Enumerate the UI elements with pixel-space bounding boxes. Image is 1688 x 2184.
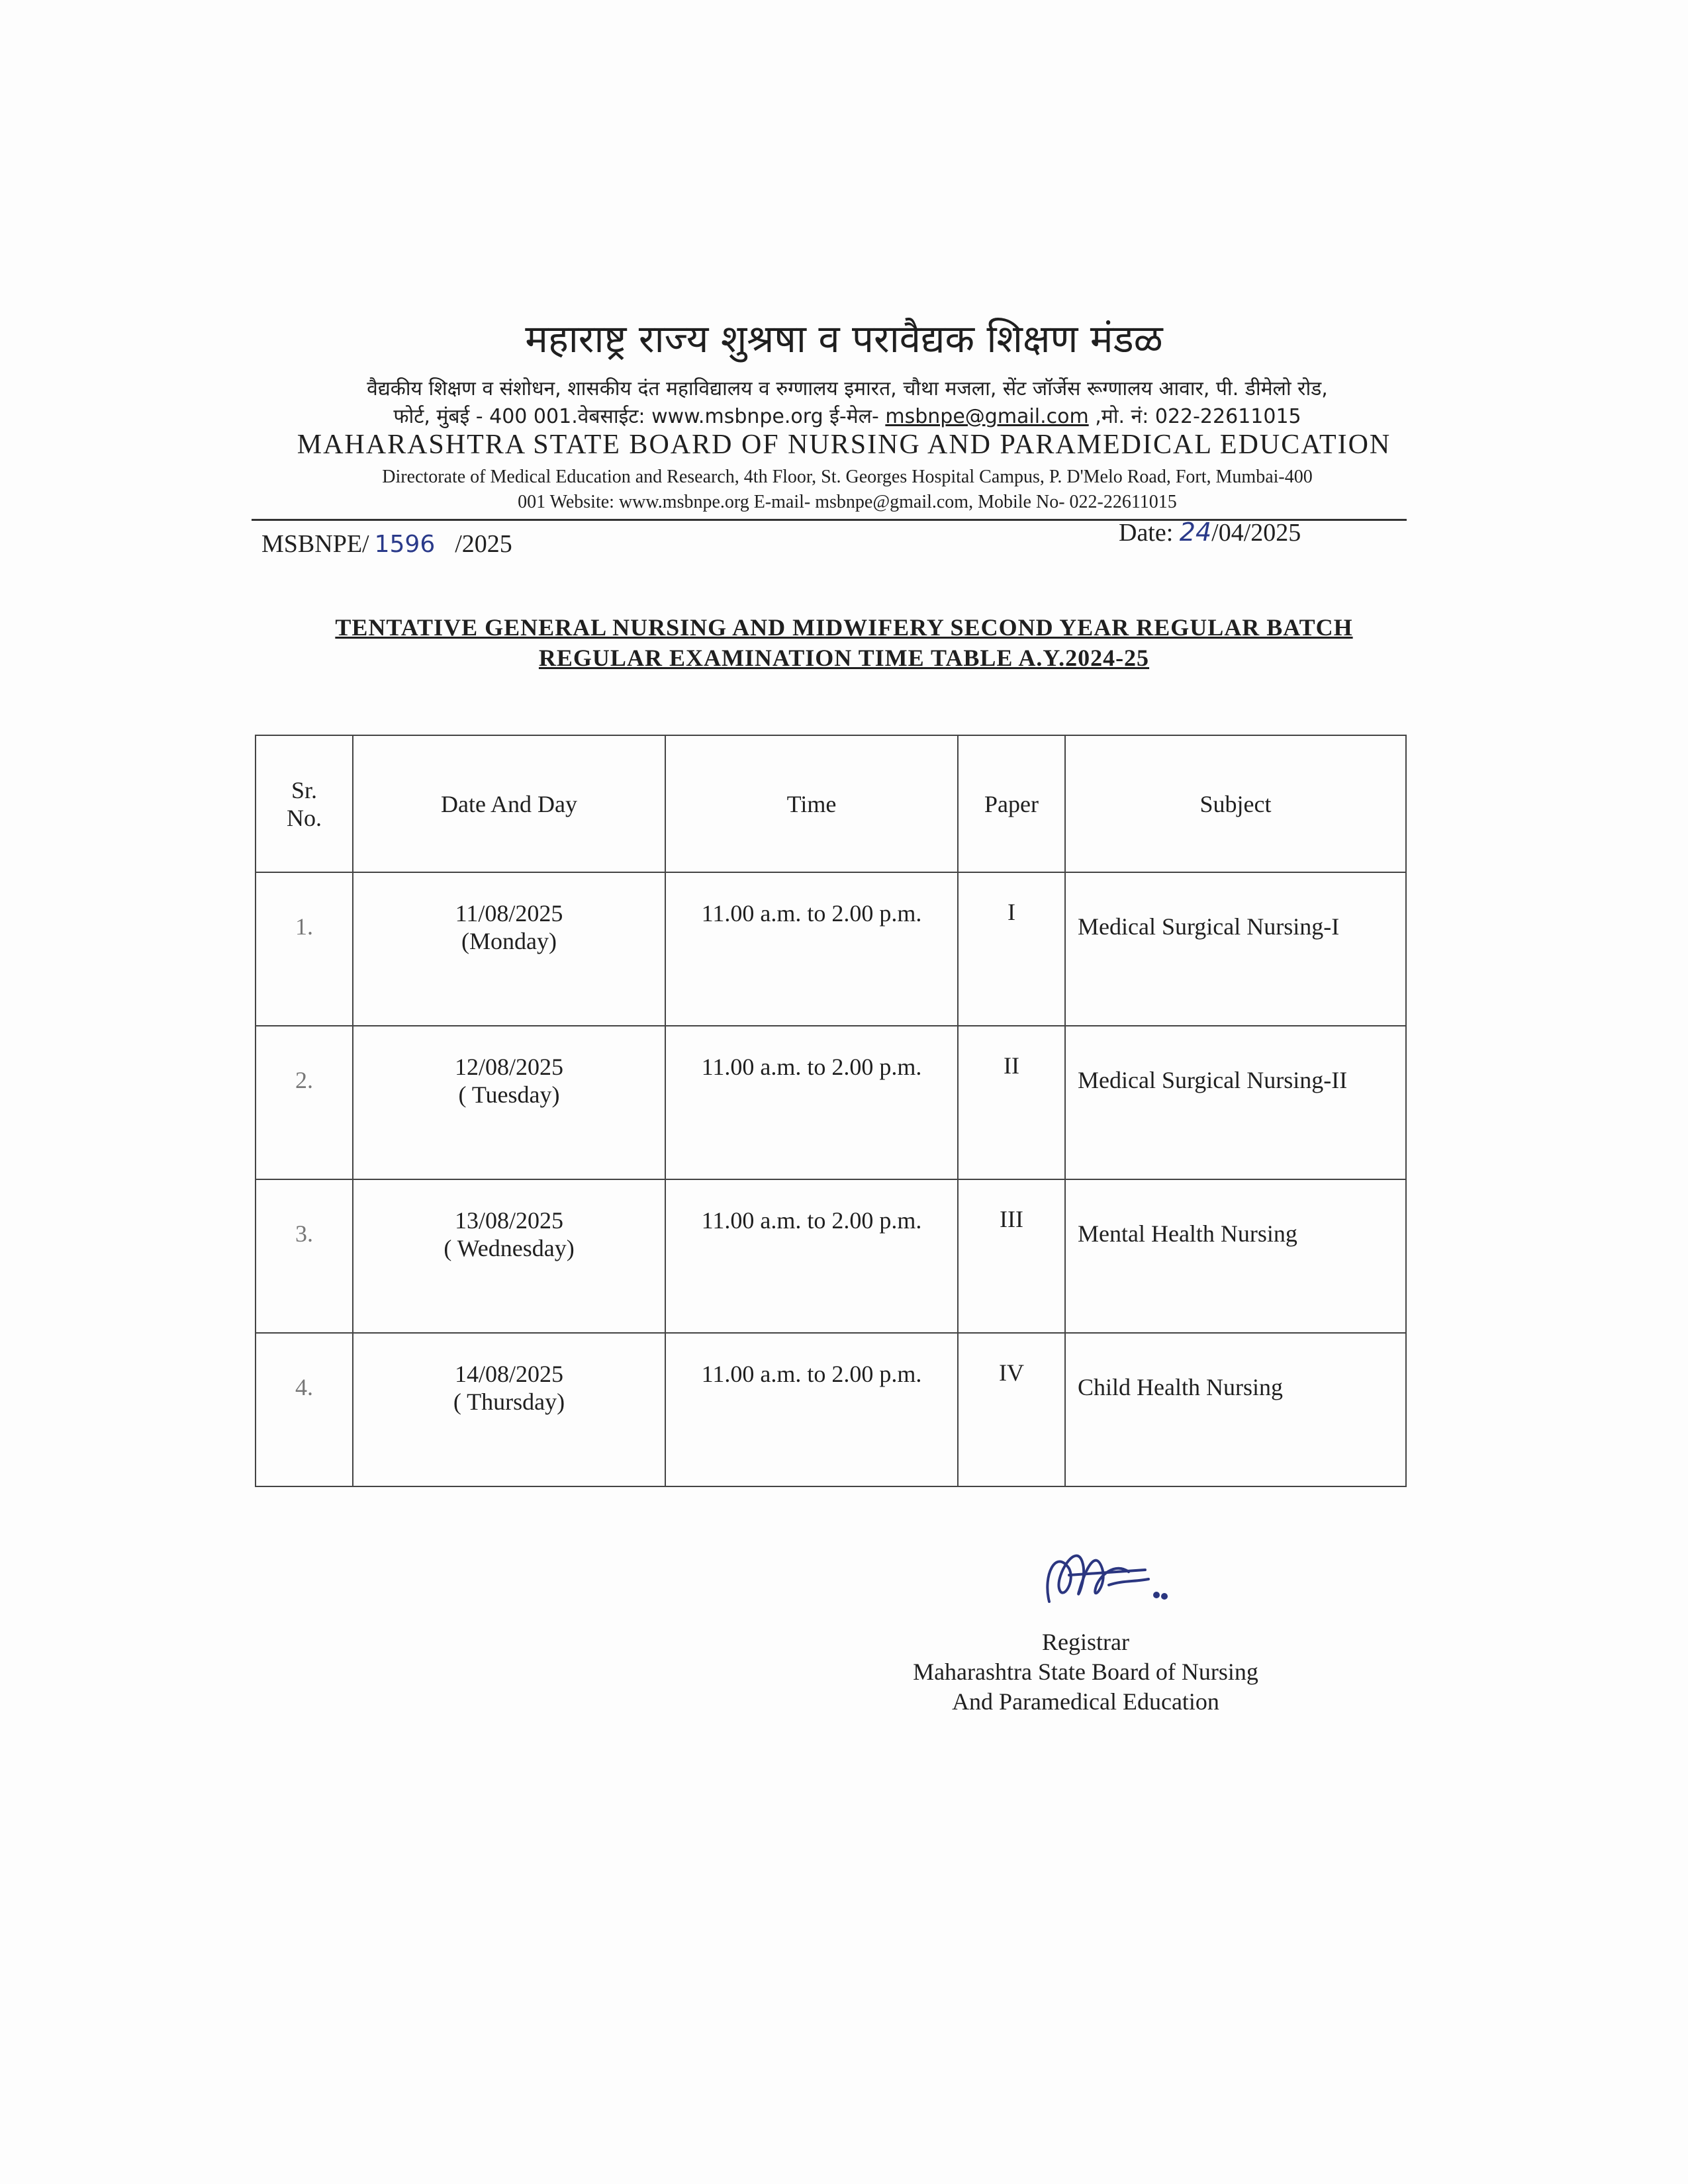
cell-date — [353, 1179, 665, 1333]
timetable-title-line2: REGULAR EXAMINATION TIME TABLE A.Y.2024-25 — [538, 645, 1150, 671]
cell-day-value: ( Wednesday) — [444, 1235, 575, 1261]
cell-date-value: 14/08/2025 — [454, 1361, 563, 1387]
header-sr-no — [256, 735, 353, 872]
registrar-signature — [1029, 1522, 1175, 1628]
date-rest: /04/2025 — [1211, 519, 1301, 547]
cell-date-value: 11/08/2025 — [455, 900, 563, 927]
marathi-address-line1: वैद्यकीय शिक्षण व संशोधन, शासकीय दंत महाविद्यालय व रुग्णालय इमारत, चौथा मजला, सेंट जॉर्जेस रूग्णालय आवार, पी. डीमेलो रोड, — [367, 377, 1328, 400]
cell-time: 11.00 a.m. to 2.00 p.m. — [665, 1179, 958, 1333]
header-sr-line1: Sr. — [291, 776, 318, 803]
cell-date-value: 12/08/2025 — [454, 1054, 563, 1080]
table-row — [256, 1026, 1406, 1179]
letter-date — [1119, 518, 1301, 547]
marathi-address-part2: ,मो. नं: 022-22611015 — [1088, 405, 1301, 428]
cell-time: 11.00 a.m. to 2.00 p.m. — [665, 1026, 958, 1179]
cell-date — [353, 1026, 665, 1179]
cell-subject: Mental Health Nursing — [1065, 1179, 1406, 1333]
table-header-row — [256, 735, 1406, 872]
registrar-designation: Registrar — [1042, 1629, 1129, 1655]
cell-day-value: ( Thursday) — [453, 1388, 565, 1415]
cell-paper: II — [958, 1026, 1065, 1179]
date-label: Date: — [1119, 519, 1180, 547]
registrar-org-line1: Maharashtra State Board of Nursing — [913, 1659, 1258, 1685]
table-row — [256, 872, 1406, 1026]
cell-sr: 2. — [256, 1026, 353, 1179]
table-row — [256, 1179, 1406, 1333]
cell-subject: Medical Surgical Nursing-II — [1065, 1026, 1406, 1179]
english-board-title: MAHARASHTRA STATE BOARD OF NURSING AND PARAMEDICAL EDUCATION — [297, 430, 1391, 460]
cell-subject: Child Health Nursing — [1065, 1333, 1406, 1486]
marathi-address-part1: फोर्ट, मुंबई - 400 001.वेबसाईट: www.msbnpe.org ई-मेल- — [393, 405, 886, 428]
cell-paper: III — [958, 1179, 1065, 1333]
reference-prefix: MSBNPE/ — [261, 530, 369, 558]
cell-day-value: ( Tuesday) — [458, 1081, 560, 1108]
cell-sr: 1. — [256, 872, 353, 1026]
cell-day-value: (Monday) — [461, 928, 557, 954]
english-address-line1: Directorate of Medical Education and Research, 4th Floor, St. Georges Hospital Campus, P. D'Melo Road, Fort, Mumbai-400 — [382, 467, 1313, 487]
table-row — [256, 1333, 1406, 1486]
registrar-org-line2: And Paramedical Education — [952, 1688, 1219, 1715]
cell-sr: 3. — [256, 1179, 353, 1333]
marathi-board-title: महाराष्ट्र राज्य शुश्रषा व परावैद्यक शिक्षण मंडळ — [525, 316, 1163, 361]
cell-date — [353, 872, 665, 1026]
timetable-title-line1: TENTATIVE GENERAL NURSING AND MIDWIFERY SECOND YEAR REGULAR BATCH — [335, 614, 1353, 641]
header-subject: Subject — [1065, 735, 1406, 872]
header-date: Date And Day — [353, 735, 665, 872]
reference-handwritten-number: 1596 — [374, 531, 436, 558]
marathi-email-link: msbnpe@gmail.com — [885, 405, 1089, 428]
cell-date-value: 13/08/2025 — [454, 1207, 563, 1234]
english-address-line2: 001 Website: www.msbnpe.org E-mail- msbnpe@gmail.com, Mobile No- 022-22611015 — [518, 492, 1177, 512]
date-handwritten-day: 24 — [1179, 518, 1212, 547]
reference-number — [261, 529, 512, 559]
header-sr-line2: No. — [287, 804, 322, 831]
exam-timetable — [255, 735, 1407, 1487]
cell-sr: 4. — [256, 1333, 353, 1486]
marathi-address-line2 — [252, 402, 1443, 429]
cell-subject: Medical Surgical Nursing-I — [1065, 872, 1406, 1026]
cell-date — [353, 1333, 665, 1486]
reference-suffix: /2025 — [455, 530, 512, 558]
header-time: Time — [665, 735, 958, 872]
cell-paper: IV — [958, 1333, 1065, 1486]
cell-time: 11.00 a.m. to 2.00 p.m. — [665, 1333, 958, 1486]
cell-paper: I — [958, 872, 1065, 1026]
header-paper: Paper — [958, 735, 1065, 872]
cell-time: 11.00 a.m. to 2.00 p.m. — [665, 872, 958, 1026]
